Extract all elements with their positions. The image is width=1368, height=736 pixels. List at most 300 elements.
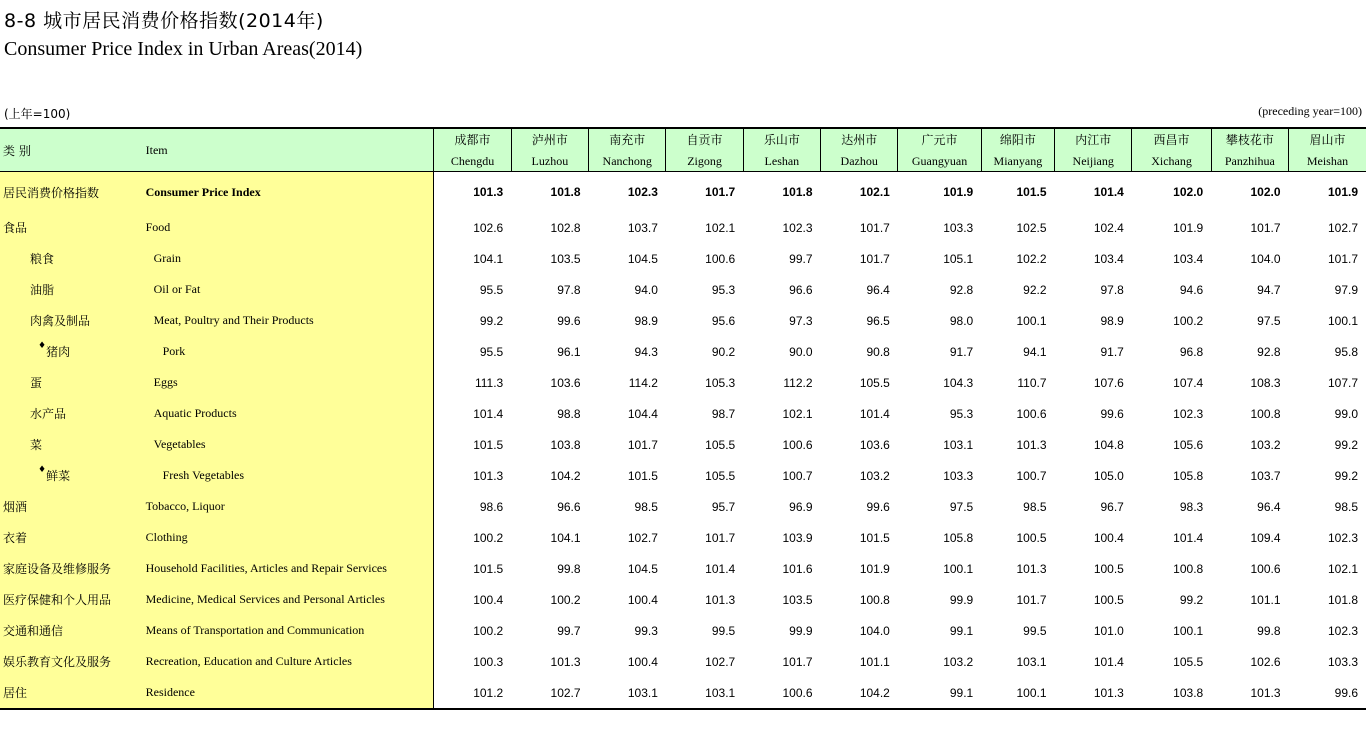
cell-value: 101.4 [1093, 185, 1124, 199]
header-city [898, 128, 981, 172]
city-name-en: Neijiang [1072, 153, 1114, 168]
row-label-cn [0, 491, 146, 522]
cell-value: 105.0 [1093, 468, 1124, 483]
cell-value: 100.5 [1093, 561, 1124, 576]
header-city [743, 128, 820, 172]
cell-value: 103.2 [1250, 437, 1281, 452]
cell-value: 95.5 [479, 344, 504, 359]
cell-value: 103.5 [550, 251, 581, 266]
row-label-en: Eggs [146, 367, 434, 398]
row-label-cn [0, 460, 146, 491]
cell-value: 102.3 [782, 220, 813, 235]
city-name-cn: 达州市 [841, 132, 878, 147]
cell-value: 101.1 [859, 654, 890, 669]
cell-value: 105.8 [943, 530, 974, 545]
cell-value: 103.5 [782, 592, 813, 607]
cell-value: 101.3 [550, 654, 581, 669]
cell-value: 94.3 [634, 344, 658, 359]
cell-value: 99.7 [557, 623, 581, 638]
row-label-cn [0, 553, 146, 584]
cell-value: 100.4 [627, 654, 658, 669]
city-name-cn: 泸州市 [531, 132, 568, 147]
row-label-cn [0, 646, 146, 677]
cell-value: 102.6 [1250, 654, 1281, 669]
cell-value: 100.5 [1093, 592, 1124, 607]
cell-value: 101.9 [943, 185, 974, 199]
cell-value: 97.3 [789, 313, 813, 328]
cell-value: 102.0 [1250, 185, 1281, 199]
row-label-cn-text: 菜 [30, 438, 43, 452]
cell-value: 102.3 [1173, 406, 1204, 421]
cell-value: 104.2 [550, 468, 581, 483]
cell-value: 99.6 [1289, 677, 1366, 709]
city-name-cn: 乐山市 [763, 132, 800, 147]
cell-value: 100.1 [1016, 313, 1047, 328]
row-label-en: Fresh Vegetables [146, 460, 434, 491]
cell-value: 104.3 [943, 375, 974, 390]
cell-value: 99.6 [557, 313, 581, 328]
row-label-en: Tobacco, Liquor [146, 491, 434, 522]
cell-value: 99.7 [789, 251, 813, 266]
cell-value: 102.2 [1016, 251, 1047, 266]
cell-value: 103.1 [589, 677, 666, 709]
cell-value: 103.6 [859, 437, 890, 452]
cell-value: 101.7 [705, 185, 736, 199]
cell-value: 103.2 [859, 468, 890, 483]
cell-value: 99.2 [479, 313, 504, 328]
cell-value: 97.8 [557, 282, 581, 297]
cell-value: 92.8 [949, 282, 974, 297]
cell-value: 114.2 [628, 375, 658, 390]
cell-value: 102.6 [473, 220, 504, 235]
cell-value: 99.8 [1257, 623, 1281, 638]
cell-value: 101.2 [434, 677, 511, 709]
cell-value: 105.5 [1173, 654, 1204, 669]
cell-value: 98.5 [1334, 499, 1358, 514]
row-label-cn-text: 交通和通信 [3, 624, 64, 638]
cell-value: 97.5 [949, 499, 974, 514]
row-label-cn [0, 677, 146, 709]
city-name-cn: 广元市 [921, 132, 958, 147]
cell-value: 102.7 [1327, 220, 1358, 235]
table-row [0, 398, 1366, 429]
cell-value: 108.3 [1250, 375, 1281, 390]
cell-value: 100.7 [1016, 468, 1047, 483]
row-label-cn [0, 243, 146, 274]
row-label-cn [0, 429, 146, 460]
cell-value: 92.8 [1257, 344, 1281, 359]
cell-value: 101.3 [473, 468, 504, 483]
table-row [0, 646, 1366, 677]
city-name-cn: 成都市 [454, 132, 491, 147]
cell-value: 97.9 [1334, 282, 1358, 297]
cell-value: 101.9 [1173, 220, 1204, 235]
cell-value: 99.5 [711, 623, 736, 638]
cell-value: 102.1 [1327, 561, 1358, 576]
cell-value: 100.7 [782, 468, 813, 483]
row-label-cn-text: 水产品 [30, 407, 67, 421]
cell-value: 100.2 [550, 592, 581, 607]
cell-value: 96.9 [789, 499, 813, 514]
cell-value: 104.5 [627, 251, 658, 266]
row-label-en: Meat, Poultry and Their Products [146, 305, 434, 336]
header-city [666, 128, 743, 172]
cell-value: 104.8 [1093, 437, 1124, 452]
cell-value: 98.9 [634, 313, 658, 328]
cell-value: 105.6 [1173, 437, 1204, 452]
cell-value: 99.9 [949, 592, 974, 607]
cell-value: 101.3 [1055, 677, 1132, 709]
cell-value: 99.1 [898, 677, 981, 709]
cell-value: 101.3 [705, 592, 736, 607]
cell-value: 101.7 [1327, 251, 1358, 266]
cell-value: 90.2 [711, 344, 736, 359]
unit-note-en: (preceding year=100) [1258, 104, 1362, 118]
table-row [0, 460, 1366, 491]
cell-value: 102.8 [550, 220, 581, 235]
cell-value: 99.6 [1100, 406, 1124, 421]
table-row [0, 522, 1366, 553]
cell-value: 103.7 [627, 220, 658, 235]
row-label-cn-text: 居住 [3, 686, 28, 700]
cell-value: 103.4 [1173, 251, 1204, 266]
row-label-en: Household Facilities, Articles and Repair Services [146, 553, 434, 584]
cell-value: 90.0 [789, 344, 813, 359]
cell-value: 107.6 [1093, 375, 1124, 390]
row-label-en: Aquatic Products [146, 398, 434, 429]
cell-value: 96.6 [557, 499, 581, 514]
cell-value: 102.1 [782, 406, 813, 421]
cell-value: 101.4 [1093, 654, 1124, 669]
row-label-cn [0, 336, 146, 367]
cell-value: 101.4 [859, 406, 890, 421]
cell-value: 103.3 [943, 220, 974, 235]
cell-value: 103.9 [782, 530, 813, 545]
cell-value: 101.7 [782, 654, 813, 669]
cell-value: 101.7 [1016, 592, 1047, 607]
city-name-en: Dazhou [840, 153, 878, 168]
cell-value: 101.9 [859, 561, 890, 576]
cell-value: 105.3 [705, 375, 736, 390]
row-label-cn-text: 猪肉 [46, 345, 71, 359]
row-label-cn [0, 274, 146, 305]
city-name-en: Nanchong [602, 153, 652, 168]
cell-value: 95.3 [949, 406, 974, 421]
city-name-en: Panzhihua [1224, 153, 1275, 168]
table-row [0, 305, 1366, 336]
cell-value: 100.1 [981, 677, 1054, 709]
row-label-cn [0, 367, 146, 398]
cell-value: 99.5 [1023, 623, 1047, 638]
page-title-en: Consumer Price Index in Urban Areas(2014) [4, 38, 363, 60]
cell-value: 98.7 [711, 406, 736, 421]
cell-value: 98.8 [557, 406, 581, 421]
cpi-table [0, 127, 1366, 710]
cell-value: 100.6 [743, 677, 820, 709]
cell-value: 99.9 [789, 623, 813, 638]
cell-value: 94.6 [1179, 282, 1204, 297]
cell-value: 100.6 [782, 437, 813, 452]
cell-value: 94.1 [1023, 344, 1047, 359]
cell-value: 101.4 [1173, 530, 1204, 545]
table-row [0, 615, 1366, 646]
cell-value: 100.8 [1173, 561, 1204, 576]
cell-value: 100.6 [705, 251, 736, 266]
cell-value: 101.3 [1016, 561, 1047, 576]
cell-value: 97.8 [1100, 282, 1124, 297]
cell-value: 100.6 [1016, 406, 1047, 421]
cpi-table-container [0, 127, 1366, 710]
cell-value: 102.4 [1093, 220, 1124, 235]
cell-value: 105.5 [705, 468, 736, 483]
cell-value: 98.6 [479, 499, 504, 514]
cell-value: 99.6 [866, 499, 890, 514]
city-name-cn: 内江市 [1075, 132, 1112, 147]
cell-value: 100.8 [1250, 406, 1281, 421]
row-label-en: Residence [146, 677, 434, 709]
cell-value: 101.3 [473, 185, 504, 199]
cell-value: 104.0 [1250, 251, 1281, 266]
cell-value: 111.3 [474, 375, 504, 390]
cell-value: 103.8 [550, 437, 581, 452]
row-label-cn-text: 油脂 [30, 283, 55, 297]
cell-value: 100.1 [1173, 623, 1204, 638]
cell-value: 109.4 [1250, 530, 1281, 545]
row-label-cn [0, 584, 146, 615]
cell-value: 96.4 [1257, 499, 1281, 514]
row-label-cn-text: 衣着 [3, 531, 28, 545]
cell-value: 101.1 [1250, 592, 1281, 607]
cell-value: 100.2 [473, 530, 504, 545]
row-label-cn-text: 烟酒 [3, 500, 28, 514]
table-header [0, 128, 1366, 172]
row-label-cn-text: 肉禽及制品 [30, 314, 91, 328]
row-label-cn-text: 家庭设备及维修服务 [3, 562, 112, 576]
cell-value: 103.2 [943, 654, 974, 669]
cell-value: 100.2 [1173, 313, 1204, 328]
cell-value: 101.7 [1250, 220, 1281, 235]
cell-value: 101.5 [859, 530, 890, 545]
header-city [1132, 128, 1211, 172]
cell-value: 95.8 [1334, 344, 1358, 359]
cell-value: 103.1 [943, 437, 974, 452]
cell-value: 103.8 [1132, 677, 1211, 709]
header-category-cn: 类 别 [0, 128, 146, 172]
cell-value: 102.1 [859, 185, 890, 199]
city-name-en: Xichang [1151, 153, 1192, 168]
cell-value: 96.1 [557, 344, 581, 359]
row-label-cn-text: 娱乐教育文化及服务 [3, 655, 112, 669]
table-row [0, 212, 1366, 243]
row-label-cn [0, 172, 146, 213]
cell-value: 95.3 [711, 282, 736, 297]
table-row [0, 429, 1366, 460]
cell-value: 101.5 [1016, 185, 1047, 199]
cell-value: 100.6 [1250, 561, 1281, 576]
cell-value: 104.2 [821, 677, 898, 709]
header-city [434, 128, 511, 172]
cell-value: 102.0 [1173, 185, 1204, 199]
cell-value: 94.0 [634, 282, 658, 297]
row-label-en: Grain [146, 243, 434, 274]
cell-value: 105.5 [705, 437, 736, 452]
row-label-en: Recreation, Education and Culture Articles [146, 646, 434, 677]
cell-value: 103.7 [1250, 468, 1281, 483]
city-name-en: Leshan [764, 153, 800, 168]
row-label-cn-text: 食品 [3, 221, 28, 235]
cell-value: 100.4 [627, 592, 658, 607]
cell-value: 101.5 [627, 468, 658, 483]
row-label-cn-text: 居民消费价格指数 [3, 185, 100, 200]
cell-value: 101.5 [473, 437, 504, 452]
row-label-cn [0, 212, 146, 243]
cell-value: 100.4 [473, 592, 504, 607]
cell-value: 101.7 [859, 251, 890, 266]
row-label-en: Oil or Fat [146, 274, 434, 305]
cell-value: 103.6 [550, 375, 581, 390]
cell-value: 98.9 [1100, 313, 1124, 328]
cell-value: 103.4 [1093, 251, 1124, 266]
table-row [0, 243, 1366, 274]
cell-value: 96.5 [866, 313, 890, 328]
table-row [0, 553, 1366, 584]
row-label-cn [0, 305, 146, 336]
cell-value: 101.7 [705, 530, 736, 545]
table-row [0, 677, 1366, 709]
table-row [0, 584, 1366, 615]
table-row [0, 491, 1366, 522]
cell-value: 96.4 [866, 282, 890, 297]
table-body [0, 172, 1366, 710]
cell-value: 102.3 [1327, 530, 1358, 545]
cell-value: 99.2 [1334, 468, 1358, 483]
city-name-cn: 西昌市 [1153, 132, 1190, 147]
city-name-cn: 南充市 [609, 132, 646, 147]
cell-value: 101.5 [473, 561, 504, 576]
city-name-en: Luzhou [531, 153, 569, 168]
cell-value: 95.7 [711, 499, 736, 514]
cell-value: 101.4 [705, 561, 736, 576]
cell-value: 104.4 [627, 406, 658, 421]
cell-value: 96.6 [789, 282, 813, 297]
cell-value: 105.1 [943, 251, 974, 266]
cell-value: 99.8 [557, 561, 581, 576]
unit-note-cn: (上年=100) [4, 107, 71, 121]
cell-value: 103.3 [1327, 654, 1358, 669]
row-label-cn-text: 鲜菜 [46, 469, 71, 483]
table-row [0, 274, 1366, 305]
cell-value: 101.7 [859, 220, 890, 235]
cell-value: 98.5 [634, 499, 658, 514]
city-name-cn: 攀枝花市 [1225, 132, 1274, 147]
cell-value: 90.8 [866, 344, 890, 359]
city-name-en: Guangyuan [911, 153, 968, 168]
cell-value: 96.8 [1179, 344, 1204, 359]
row-label-en: Consumer Price Index [146, 172, 434, 213]
cell-value: 99.1 [949, 623, 974, 638]
cell-value: 98.5 [1023, 499, 1047, 514]
header-city [589, 128, 666, 172]
cell-value: 104.0 [859, 623, 890, 638]
header-city [821, 128, 898, 172]
cell-value: 102.7 [511, 677, 588, 709]
cell-value: 105.8 [1173, 468, 1204, 483]
city-name-en: Meishan [1306, 153, 1349, 168]
cell-value: 95.5 [479, 282, 504, 297]
header-city [1289, 128, 1366, 172]
row-label-en: Vegetables [146, 429, 434, 460]
cell-value: 104.5 [627, 561, 658, 576]
cell-value: 97.5 [1257, 313, 1281, 328]
cell-value: 101.9 [1327, 185, 1358, 199]
cell-value: 101.8 [1327, 592, 1358, 607]
row-label-cn [0, 615, 146, 646]
cell-value: 103.3 [943, 468, 974, 483]
row-label-cn-text: 粮食 [30, 252, 55, 266]
row-label-cn-text: 蛋 [30, 376, 43, 390]
cell-value: 99.2 [1179, 592, 1204, 607]
page-title-cn: 8-8 城市居民消费价格指数(2014年) [4, 10, 324, 32]
row-label-en: Pork [146, 336, 434, 367]
cell-value: 98.0 [949, 313, 974, 328]
cell-value: 100.5 [1016, 530, 1047, 545]
cell-value: 92.2 [1023, 282, 1047, 297]
cell-value: 105.5 [859, 375, 890, 390]
row-label-cn-text: 医疗保健和个人用品 [3, 593, 112, 607]
cell-value: 100.3 [473, 654, 504, 669]
row-label-cn [0, 398, 146, 429]
cell-value: 102.7 [627, 530, 658, 545]
cell-value: 104.1 [550, 530, 581, 545]
cell-value: 99.0 [1334, 406, 1358, 421]
row-label-cn [0, 522, 146, 553]
city-name-en: Mianyang [993, 153, 1043, 168]
city-name-cn: 绵阳市 [999, 132, 1036, 147]
cell-value: 110.7 [1017, 375, 1047, 390]
cell-value: 99.3 [634, 623, 658, 638]
table-row [0, 367, 1366, 398]
cell-value: 102.7 [705, 654, 736, 669]
header-category-en: Item [146, 128, 434, 172]
city-name-en: Chengdu [450, 153, 495, 168]
cell-value: 112.2 [783, 375, 813, 390]
sub-item-marker-icon: ♦ [38, 341, 47, 351]
cell-value: 95.6 [711, 313, 736, 328]
row-label-en: Means of Transportation and Communication [146, 615, 434, 646]
header-city [511, 128, 588, 172]
city-name-cn: 自贡市 [686, 132, 723, 147]
row-label-en: Medicine, Medical Services and Personal Articles [146, 584, 434, 615]
cell-value: 94.7 [1257, 282, 1281, 297]
cell-value: 101.8 [550, 185, 581, 199]
cell-value: 101.6 [782, 561, 813, 576]
cell-value: 91.7 [1100, 344, 1124, 359]
cell-value: 96.7 [1100, 499, 1124, 514]
cell-value: 91.7 [949, 344, 974, 359]
cell-value: 100.8 [859, 592, 890, 607]
cell-value: 103.1 [1016, 654, 1047, 669]
cell-value: 102.3 [1327, 623, 1358, 638]
cell-value: 101.8 [782, 185, 813, 199]
table-row [0, 336, 1366, 367]
header-city [981, 128, 1054, 172]
cell-value: 101.3 [1016, 437, 1047, 452]
cell-value: 102.5 [1016, 220, 1047, 235]
cell-value: 101.0 [1093, 623, 1124, 638]
cell-value: 100.2 [473, 623, 504, 638]
city-name-en: Zigong [687, 153, 722, 168]
city-name-cn: 眉山市 [1309, 132, 1346, 147]
